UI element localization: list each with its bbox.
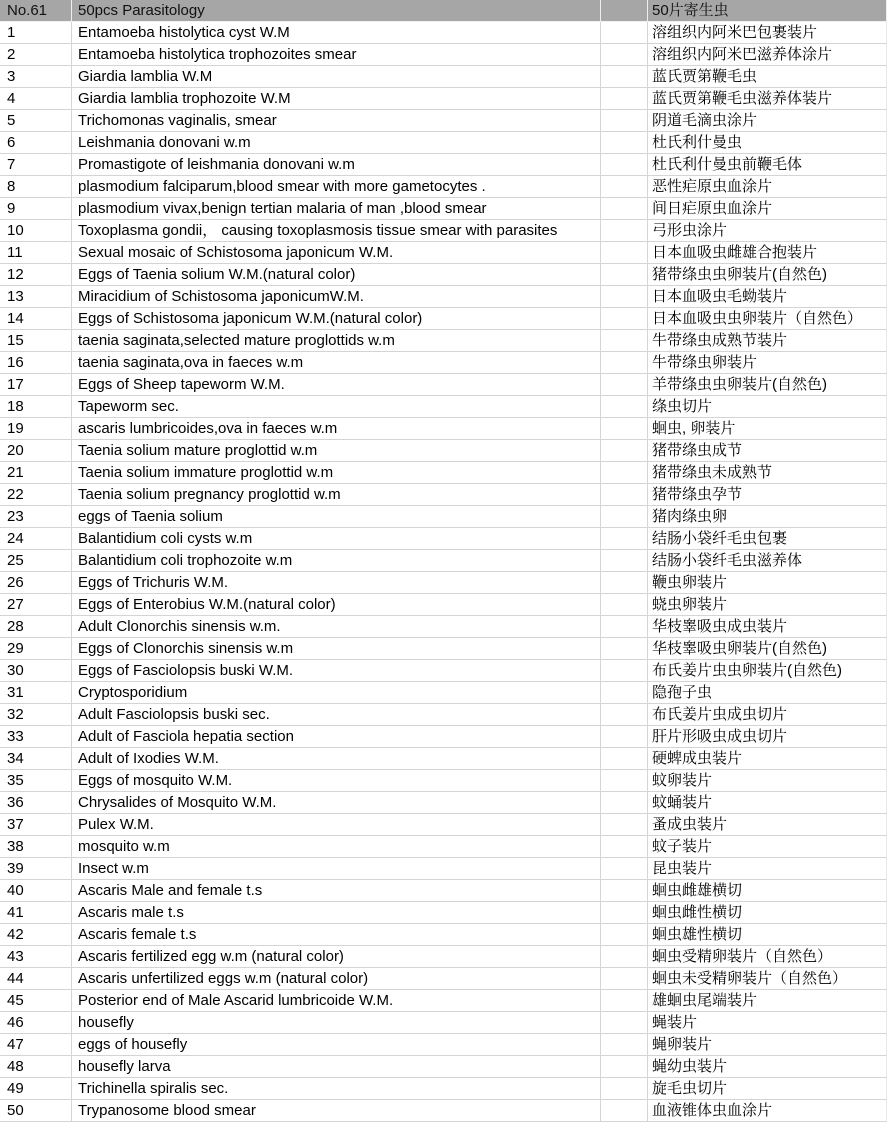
row-number-cell: 4 bbox=[0, 88, 72, 110]
chinese-name-cell: 日本血吸虫虫卵装片（自然色） bbox=[648, 308, 887, 330]
spacer-cell bbox=[601, 792, 648, 814]
spacer-cell bbox=[601, 836, 648, 858]
english-name-cell: eggs of housefly bbox=[72, 1034, 601, 1056]
row-number-cell: 16 bbox=[0, 352, 72, 374]
chinese-name-cell: 蚊蛹装片 bbox=[648, 792, 887, 814]
spacer-cell bbox=[601, 594, 648, 616]
spacer-cell bbox=[601, 1034, 648, 1056]
chinese-name-cell: 蓝氏贾第鞭毛虫滋养体装片 bbox=[648, 88, 887, 110]
chinese-name-cell: 隐孢子虫 bbox=[648, 682, 887, 704]
english-name-cell: Adult of Fasciola hepatia section bbox=[72, 726, 601, 748]
row-number-cell: 23 bbox=[0, 506, 72, 528]
english-name-cell: mosquito w.m bbox=[72, 836, 601, 858]
row-number-cell: 30 bbox=[0, 660, 72, 682]
chinese-name-cell: 蚤成虫装片 bbox=[648, 814, 887, 836]
header-title-english: 50pcs Parasitology bbox=[72, 0, 601, 22]
spacer-cell bbox=[601, 858, 648, 880]
row-number-cell: 26 bbox=[0, 572, 72, 594]
english-name-cell: taenia saginata,selected mature proglottids w.m bbox=[72, 330, 601, 352]
chinese-name-cell: 结肠小袋纤毛虫包裹 bbox=[648, 528, 887, 550]
english-name-cell: ascaris lumbricoides,ova in faeces w.m bbox=[72, 418, 601, 440]
english-name-cell: Ascaris unfertilized eggs w.m (natural color) bbox=[72, 968, 601, 990]
chinese-name-cell: 日本血吸虫雌雄合抱装片 bbox=[648, 242, 887, 264]
spacer-cell bbox=[601, 968, 648, 990]
chinese-name-cell: 牛带绦虫卵装片 bbox=[648, 352, 887, 374]
english-name-cell: Ascaris Male and female t.s bbox=[72, 880, 601, 902]
spacer-cell bbox=[601, 22, 648, 44]
spacer-cell bbox=[601, 396, 648, 418]
spacer-cell bbox=[601, 154, 648, 176]
english-name-cell: Chrysalides of Mosquito W.M. bbox=[72, 792, 601, 814]
english-name-cell: plasmodium falciparum,blood smear with more gametocytes . bbox=[72, 176, 601, 198]
spacer-cell bbox=[601, 638, 648, 660]
spacer-cell bbox=[601, 330, 648, 352]
english-name-cell: Giardia lamblia trophozoite W.M bbox=[72, 88, 601, 110]
row-number-cell: 41 bbox=[0, 902, 72, 924]
chinese-name-cell: 溶组织内阿米巴包裹装片 bbox=[648, 22, 887, 44]
row-number-cell: 17 bbox=[0, 374, 72, 396]
row-number-cell: 35 bbox=[0, 770, 72, 792]
spacer-cell bbox=[601, 286, 648, 308]
row-number-cell: 47 bbox=[0, 1034, 72, 1056]
row-number-cell: 46 bbox=[0, 1012, 72, 1034]
chinese-name-cell: 阴道毛滴虫涂片 bbox=[648, 110, 887, 132]
spacer-cell bbox=[601, 462, 648, 484]
english-name-cell: Leishmania donovani w.m bbox=[72, 132, 601, 154]
spacer-cell bbox=[601, 550, 648, 572]
chinese-name-cell: 布氏姜片虫成虫切片 bbox=[648, 704, 887, 726]
chinese-name-cell: 蛔虫雌性横切 bbox=[648, 902, 887, 924]
spacer-cell bbox=[601, 264, 648, 286]
row-number-cell: 11 bbox=[0, 242, 72, 264]
row-number-cell: 42 bbox=[0, 924, 72, 946]
row-number-cell: 36 bbox=[0, 792, 72, 814]
chinese-name-cell: 猪带绦虫成节 bbox=[648, 440, 887, 462]
chinese-name-cell: 羊带绦虫虫卵装片(自然色) bbox=[648, 374, 887, 396]
spacer-cell bbox=[601, 814, 648, 836]
row-number-cell: 28 bbox=[0, 616, 72, 638]
english-name-cell: Adult of Ixodies W.M. bbox=[72, 748, 601, 770]
english-name-cell: Ascaris fertilized egg w.m (natural color) bbox=[72, 946, 601, 968]
spacer-cell bbox=[601, 1078, 648, 1100]
spacer-cell bbox=[601, 352, 648, 374]
row-number-cell: 49 bbox=[0, 1078, 72, 1100]
row-number-cell: 45 bbox=[0, 990, 72, 1012]
chinese-name-cell: 昆虫装片 bbox=[648, 858, 887, 880]
row-number-cell: 44 bbox=[0, 968, 72, 990]
row-number-cell: 20 bbox=[0, 440, 72, 462]
spacer-cell bbox=[601, 506, 648, 528]
row-number-cell: 33 bbox=[0, 726, 72, 748]
chinese-name-cell: 蛔虫, 卵装片 bbox=[648, 418, 887, 440]
row-number-cell: 40 bbox=[0, 880, 72, 902]
chinese-name-cell: 猪带绦虫孕节 bbox=[648, 484, 887, 506]
english-name-cell: Eggs of Enterobius W.M.(natural color) bbox=[72, 594, 601, 616]
english-name-cell: Insect w.m bbox=[72, 858, 601, 880]
chinese-name-cell: 蛔虫受精卵装片（自然色） bbox=[648, 946, 887, 968]
spacer-cell bbox=[601, 572, 648, 594]
spacer-cell bbox=[601, 308, 648, 330]
spacer-cell bbox=[601, 616, 648, 638]
english-name-cell: Trichinella spiralis sec. bbox=[72, 1078, 601, 1100]
header-title-chinese: 50片寄生虫 bbox=[648, 0, 887, 22]
chinese-name-cell: 蛔虫未受精卵装片（自然色） bbox=[648, 968, 887, 990]
row-number-cell: 29 bbox=[0, 638, 72, 660]
row-number-cell: 13 bbox=[0, 286, 72, 308]
row-number-cell: 32 bbox=[0, 704, 72, 726]
chinese-name-cell: 蛔虫雄性横切 bbox=[648, 924, 887, 946]
chinese-name-cell: 猪带绦虫虫卵装片(自然色) bbox=[648, 264, 887, 286]
row-number-cell: 14 bbox=[0, 308, 72, 330]
english-name-cell: Taenia solium mature proglottid w.m bbox=[72, 440, 601, 462]
english-name-cell: Ascaris male t.s bbox=[72, 902, 601, 924]
spacer-cell bbox=[601, 418, 648, 440]
row-number-cell: 9 bbox=[0, 198, 72, 220]
english-name-cell: Trypanosome blood smear bbox=[72, 1100, 601, 1122]
chinese-name-cell: 绦虫切片 bbox=[648, 396, 887, 418]
spacer-cell bbox=[601, 880, 648, 902]
english-name-cell: Posterior end of Male Ascarid lumbricoide W.M. bbox=[72, 990, 601, 1012]
row-number-cell: 8 bbox=[0, 176, 72, 198]
chinese-name-cell: 蝇卵装片 bbox=[648, 1034, 887, 1056]
chinese-name-cell: 猪肉绦虫卵 bbox=[648, 506, 887, 528]
row-number-cell: 6 bbox=[0, 132, 72, 154]
english-name-cell: taenia saginata,ova in faeces w.m bbox=[72, 352, 601, 374]
spacer-cell bbox=[601, 704, 648, 726]
row-number-cell: 1 bbox=[0, 22, 72, 44]
row-number-cell: 10 bbox=[0, 220, 72, 242]
english-name-cell: Eggs of Taenia solium W.M.(natural color) bbox=[72, 264, 601, 286]
chinese-name-cell: 蚊子装片 bbox=[648, 836, 887, 858]
row-number-cell: 7 bbox=[0, 154, 72, 176]
english-name-cell: Promastigote of leishmania donovani w.m bbox=[72, 154, 601, 176]
chinese-name-cell: 蓝氏贾第鞭毛虫 bbox=[648, 66, 887, 88]
english-name-cell: Cryptosporidium bbox=[72, 682, 601, 704]
english-name-cell: Tapeworm sec. bbox=[72, 396, 601, 418]
chinese-name-cell: 牛带绦虫成熟节装片 bbox=[648, 330, 887, 352]
english-name-cell: Eggs of mosquito W.M. bbox=[72, 770, 601, 792]
row-number-cell: 22 bbox=[0, 484, 72, 506]
chinese-name-cell: 蛲虫卵装片 bbox=[648, 594, 887, 616]
english-name-cell: Eggs of Sheep tapeworm W.M. bbox=[72, 374, 601, 396]
english-name-cell: Taenia solium pregnancy proglottid w.m bbox=[72, 484, 601, 506]
chinese-name-cell: 蛔虫雌雄横切 bbox=[648, 880, 887, 902]
english-name-cell: Balantidium coli cysts w.m bbox=[72, 528, 601, 550]
english-name-cell: Adult Clonorchis sinensis w.m. bbox=[72, 616, 601, 638]
row-number-cell: 21 bbox=[0, 462, 72, 484]
row-number-cell: 34 bbox=[0, 748, 72, 770]
english-name-cell: housefly larva bbox=[72, 1056, 601, 1078]
spacer-cell bbox=[601, 484, 648, 506]
chinese-name-cell: 日本血吸虫毛蚴装片 bbox=[648, 286, 887, 308]
english-name-cell: Pulex W.M. bbox=[72, 814, 601, 836]
english-name-cell: Toxoplasma gondii， causing toxoplasmosis tissue smear with parasites bbox=[72, 220, 601, 242]
spacer-cell bbox=[601, 374, 648, 396]
chinese-name-cell: 硬蜱成虫装片 bbox=[648, 748, 887, 770]
chinese-name-cell: 蝇幼虫装片 bbox=[648, 1056, 887, 1078]
english-name-cell: Eggs of Trichuris W.M. bbox=[72, 572, 601, 594]
spacer-cell bbox=[601, 924, 648, 946]
row-number-cell: 5 bbox=[0, 110, 72, 132]
english-name-cell: housefly bbox=[72, 1012, 601, 1034]
english-name-cell: Eggs of Fasciolopsis buski W.M. bbox=[72, 660, 601, 682]
spacer-cell bbox=[601, 44, 648, 66]
row-number-cell: 25 bbox=[0, 550, 72, 572]
row-number-cell: 31 bbox=[0, 682, 72, 704]
spacer-cell bbox=[601, 528, 648, 550]
chinese-name-cell: 肝片形吸虫成虫切片 bbox=[648, 726, 887, 748]
chinese-name-cell: 杜氏利什曼虫 bbox=[648, 132, 887, 154]
row-number-cell: 37 bbox=[0, 814, 72, 836]
chinese-name-cell: 鞭虫卵装片 bbox=[648, 572, 887, 594]
spacer-cell bbox=[601, 88, 648, 110]
row-number-cell: 2 bbox=[0, 44, 72, 66]
chinese-name-cell: 结肠小袋纤毛虫滋养体 bbox=[648, 550, 887, 572]
chinese-name-cell: 蝇装片 bbox=[648, 1012, 887, 1034]
chinese-name-cell: 杜氏利什曼虫前鞭毛体 bbox=[648, 154, 887, 176]
spacer-cell bbox=[601, 1100, 648, 1122]
english-name-cell: Miracidium of Schistosoma japonicumW.M. bbox=[72, 286, 601, 308]
spacer-cell bbox=[601, 748, 648, 770]
row-number-cell: 43 bbox=[0, 946, 72, 968]
spacer-cell bbox=[601, 220, 648, 242]
spacer-cell bbox=[601, 110, 648, 132]
spacer-cell bbox=[601, 176, 648, 198]
english-name-cell: Eggs of Schistosoma japonicum W.M.(natural color) bbox=[72, 308, 601, 330]
chinese-name-cell: 华枝睾吸虫成虫装片 bbox=[648, 616, 887, 638]
header-spacer-cell bbox=[601, 0, 648, 22]
spacer-cell bbox=[601, 440, 648, 462]
row-number-cell: 19 bbox=[0, 418, 72, 440]
row-number-cell: 50 bbox=[0, 1100, 72, 1122]
row-number-cell: 38 bbox=[0, 836, 72, 858]
chinese-name-cell: 旋毛虫切片 bbox=[648, 1078, 887, 1100]
spacer-cell bbox=[601, 132, 648, 154]
row-number-cell: 3 bbox=[0, 66, 72, 88]
english-name-cell: Adult Fasciolopsis buski sec. bbox=[72, 704, 601, 726]
spacer-cell bbox=[601, 990, 648, 1012]
spacer-cell bbox=[601, 682, 648, 704]
row-number-cell: 48 bbox=[0, 1056, 72, 1078]
english-name-cell: Giardia lamblia W.M bbox=[72, 66, 601, 88]
chinese-name-cell: 血液锥体虫血涂片 bbox=[648, 1100, 887, 1122]
header-catalog-number: No.61 bbox=[0, 0, 72, 22]
english-name-cell: Entamoeba histolytica cyst W.M bbox=[72, 22, 601, 44]
chinese-name-cell: 间日疟原虫血涂片 bbox=[648, 198, 887, 220]
row-number-cell: 27 bbox=[0, 594, 72, 616]
english-name-cell: Eggs of Clonorchis sinensis w.m bbox=[72, 638, 601, 660]
chinese-name-cell: 华枝睾吸虫卵装片(自然色) bbox=[648, 638, 887, 660]
english-name-cell: eggs of Taenia solium bbox=[72, 506, 601, 528]
english-name-cell: Trichomonas vaginalis, smear bbox=[72, 110, 601, 132]
row-number-cell: 24 bbox=[0, 528, 72, 550]
row-number-cell: 18 bbox=[0, 396, 72, 418]
spacer-cell bbox=[601, 1012, 648, 1034]
english-name-cell: Balantidium coli trophozoite w.m bbox=[72, 550, 601, 572]
english-name-cell: Taenia solium immature proglottid w.m bbox=[72, 462, 601, 484]
english-name-cell: Sexual mosaic of Schistosoma japonicum W.M. bbox=[72, 242, 601, 264]
english-name-cell: Entamoeba histolytica trophozoites smear bbox=[72, 44, 601, 66]
spacer-cell bbox=[601, 902, 648, 924]
row-number-cell: 15 bbox=[0, 330, 72, 352]
spacer-cell bbox=[601, 726, 648, 748]
spacer-cell bbox=[601, 770, 648, 792]
chinese-name-cell: 蚊卵装片 bbox=[648, 770, 887, 792]
spacer-cell bbox=[601, 660, 648, 682]
chinese-name-cell: 雄蛔虫尾端装片 bbox=[648, 990, 887, 1012]
spacer-cell bbox=[601, 946, 648, 968]
row-number-cell: 39 bbox=[0, 858, 72, 880]
chinese-name-cell: 溶组织内阿米巴滋养体涂片 bbox=[648, 44, 887, 66]
spacer-cell bbox=[601, 242, 648, 264]
chinese-name-cell: 恶性疟原虫血涂片 bbox=[648, 176, 887, 198]
spacer-cell bbox=[601, 198, 648, 220]
row-number-cell: 12 bbox=[0, 264, 72, 286]
english-name-cell: plasmodium vivax,benign tertian malaria of man ,blood smear bbox=[72, 198, 601, 220]
english-name-cell: Ascaris female t.s bbox=[72, 924, 601, 946]
spacer-cell bbox=[601, 1056, 648, 1078]
spacer-cell bbox=[601, 66, 648, 88]
chinese-name-cell: 弓形虫涂片 bbox=[648, 220, 887, 242]
chinese-name-cell: 猪带绦虫未成熟节 bbox=[648, 462, 887, 484]
chinese-name-cell: 布氏姜片虫虫卵装片(自然色) bbox=[648, 660, 887, 682]
